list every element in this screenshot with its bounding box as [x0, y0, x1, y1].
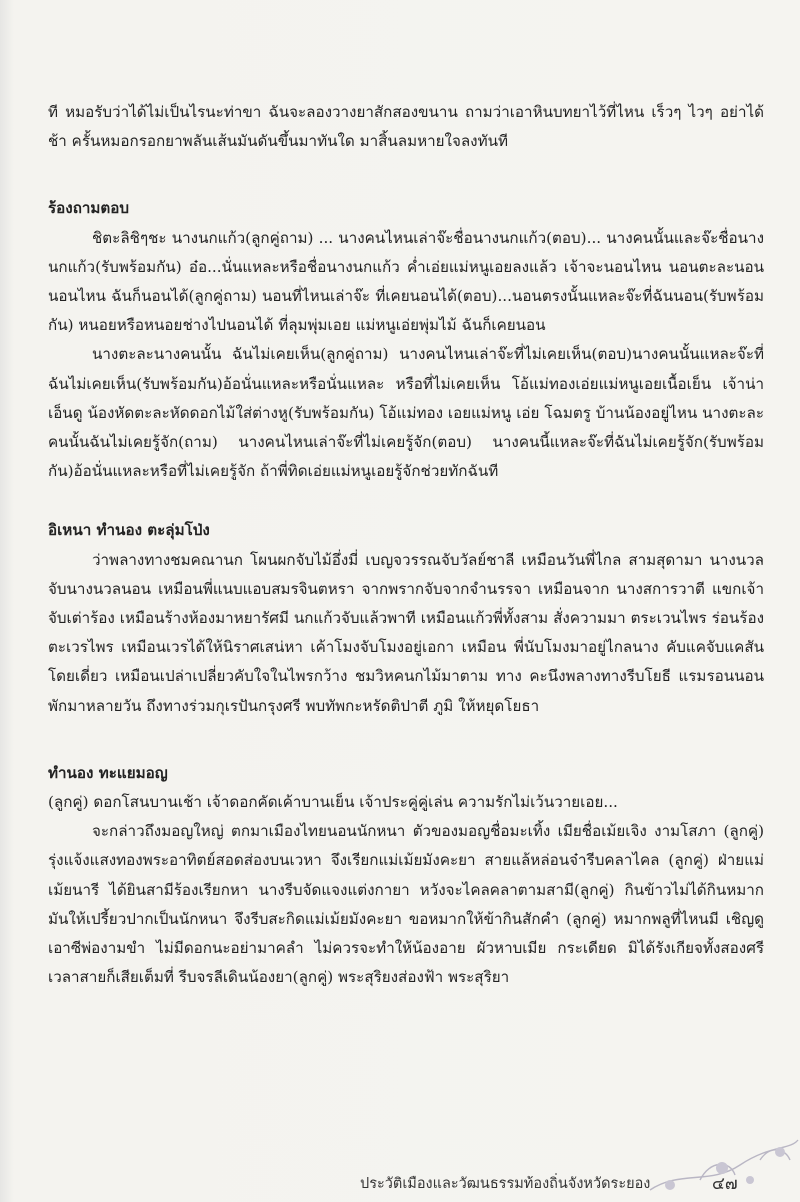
section-heading-inao: อิเหนา ทำนอง ตะลุ่มโป่ง — [48, 521, 210, 540]
section-heading-call-response: ร้องถามตอบ — [48, 199, 130, 218]
paragraph-nokkaew: ชิตะลิชิๆชะ นางนกแก้ว(ลูกคู่ถาม) ... นางคนไหนเล่าจ๊ะชื่อนางนกแก้ว(ตอบ)... นางคนนั้นและจ๊ะชื่อนางนกแก้ว(รับพร้อมกัน) อ๋อ...นั่นแหละหรือชื่อนางนกแก้ว ค่ำเอ่ยแม่หนูเอยลงแล้ว เจ้าจะนอนไหน นอนตะละนอน นอนไหน ฉันก็นอนได้(ลูกคู่ถาม) นอนที่ไหนเล่าจ๊ะ ที่เคยนอนได้(ตอบ)...นอนตรงนั้นแหละจ๊ะที่ฉันนอน(รับพร้อมกัน) หนอยหรือหนอยช่างไปนอนได้ ที่ลุมพุ่มเอย แม่หนูเอ่ยพุ่มไม้ ฉันก็เคยนอน — [48, 228, 764, 335]
paragraph-never-seen: นางตะละนางคนนั้น ฉันไม่เคยเห็น(ลูกคู่ถาม) นางคนไหนเล่าจ๊ะที่ไม่เคยเห็น(ตอบ)นางคนนั้นแหละจ๊ะที่ฉันไม่เคยเห็น(รับพร้อมกัน)อ้อนั่นแหละหรือนั่นแหละ หรือที่ไม่เคยเห็น โอ้แม่ทองเอ่ยแม่หนูเอยเนื้อเย็น เจ้าน่าเอ็นดู น้องหัดตะละหัดดอกไม้ใส่ต่างหู(รับพร้อมกัน) โอ้แม่ทอง เอยแม่หนู เอ่ย โฉมตรู บ้านน้องอยู่ไหน นางตะละคนนั้นฉันไม่เคยรู้จัก(ถาม) นางคนไหนเล่าจ๊ะที่ไม่เคยรู้จัก(ตอบ) นางคนนี้แหละจ๊ะที่ฉันไม่เคยรู้จัก(รับพร้อมกัน)อ้อนั่นแหละหรือที่ไม่เคยรู้จัก ถ้าพี่ทิดเอ่ยแม่หนูเอยรู้จักช่วยทักฉันที — [48, 345, 764, 481]
paragraph-inao-verse: ว่าพลางทางชมคณานก โผนผกจับไม้อึ่งมี่ เบญจวรรณจับวัลย์ชาลี เหมือนวันพี่ไกล สามสุดามา นางนวลจับนางนวลนอน เหมือนพี่แนบแอบสมรจินตหรา จากพรากจับจากจำนรรจา เหมือนจาก นางสการวาตี แขกเจ้าจับเต่าร้อง เหมือนร้างห้องมาหยารัศมี นกแก้วจับแล้วพาที เหมือนแก้วพี่ทั้งสาม สั่งความมา ตระเวนไพร ร่อนร้องตะเวรไพร เหมือนเวรได้ให้นิราศเสน่หา เค้าโมงจับโมงอยู่เอกา เหมือน พี่นับโมงมาอยู่ไกลนาง คับแคจับแคสันโดยเดี่ยว เหมือนเปล่าเปลี่ยวคับใจในไพรกว้าง ชมวิหคนกไม้มาตาม ทาง คะนึงพลางทางรีบโยธี แรมรอนนอนพักมาหลายวัน ถึงทางร่วมกุเรปันกรุงศรี พบทัพกะหรัดติปาตี ภูมิ ให้หยุดโยธา — [48, 550, 764, 715]
page-number: ๔๗ — [712, 1174, 738, 1194]
page-content — [48, 98, 764, 992]
footer-book-title: ประวัติเมืองและวัฒนธรรมท้องถิ่นจังหวัดระยอง — [360, 1176, 651, 1192]
paragraph-chorus: (ลูกคู่) ดอกโสนบานเช้า เจ้าดอกคัดเค้าบานเย็น เจ้าประคู่คู่เล่น ความรักไม่เว้นวายเอย... — [48, 793, 618, 812]
section-heading-thayae-mon: ทำนอง ทะแยมอญ — [48, 763, 168, 782]
paragraph-intro: ที หมอรับว่าได้ไม่เป็นไรนะท่าขา ฉันจะลองวางยาสักสองขนาน ถามว่าเอาหินบทยาไว้ที่ไหน เร็วๆ ไวๆ อย่าได้ช้า ครั้นหมอกรอกยาพลันเส้นมันดันขึ้นมาทันใด มาสิ้นลมหายใจลงทันที — [48, 103, 764, 151]
paragraph-mon-story: จะกล่าวถึงมอญใหญ่ ตกมาเมืองไทยนอนนักหนา ตัวของมอญชื่อมะเทิ้ง เมียชื่อเม้ยเจิง งามโสภา (ลูกคู่) รุ่งแจ้งแสงทองพระอาทิตย์สอดส่องบนเวหา จึงเรียกแม่เม้ยมังคะยา สายแล้หล่อนจ๋ารีบคลาไคล (ลูกคู่) ฝ่ายแม่เม้ยนารี ได้ยินสามีร้องเรียกหา นางรีบจัดแจงแต่งกายา หวังจะไคลคลาตามสามี(ลูกคู่) กินข้าวไม่ได้กินหมาก มันให้เปรี้ยวปากเป็นนักหนา จึงรีบสะกิดแม่เม้ยมังคะยา ขอหมากให้ข้ากินสักคำ (ลูกคู่) หมากพลูที่ไหนมี เชิญดูเอาซีพ่องามขำ ไม่มีดอกนะอย่ามาคลำ ไม่ควรจะทำให้น้องอาย ผัวหาบเมีย กระเดียด มิได้รังเกียจทั้งสองศรี เวลาสายก็เสียเต็มที่ รีบจรลีเดินน้องยา(ลูกคู่) พระสุริยงส่องฟ้า พระสุริยา — [48, 822, 764, 987]
